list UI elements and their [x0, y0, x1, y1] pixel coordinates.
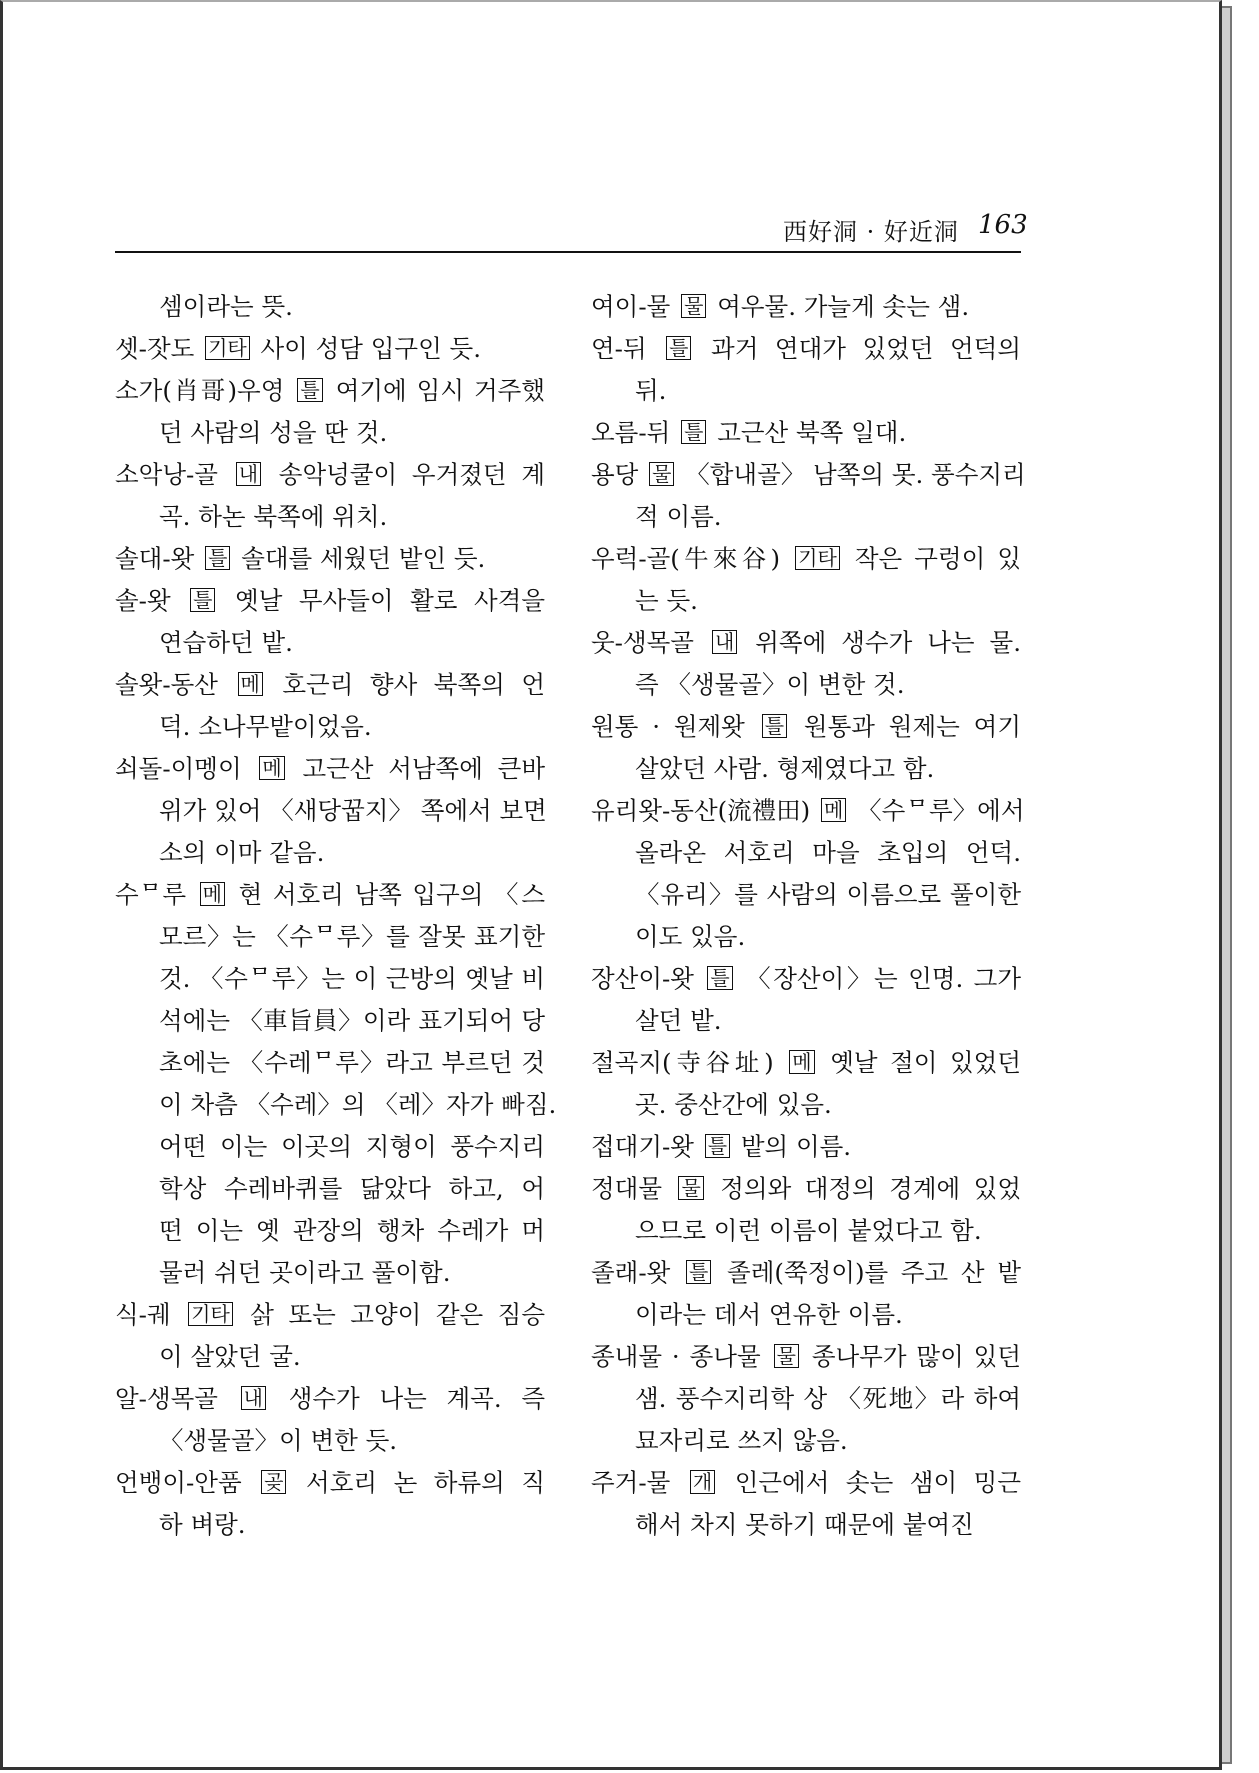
- dictionary-entry: [591, 622, 1021, 706]
- entry-text-line: 것. 〈수ᄆ루〉는 이 근방의 옛날 비: [159, 964, 545, 993]
- entry-headline: 솔왓-동산 메 호근리 향사 북쪽의 언: [115, 670, 546, 699]
- dictionary-entry: [115, 286, 545, 328]
- right-column: [591, 286, 1026, 1546]
- entry-headline: 연-뒤 틀 과거 연대가 있었던 언덕의: [591, 334, 1021, 363]
- dictionary-entry: [591, 1336, 1021, 1462]
- entry-headline: 소악낭-골 내 송악넝쿨이 우거졌던 계: [115, 460, 545, 489]
- category-tag: 내: [241, 1386, 266, 1410]
- category-tag: 틀: [190, 588, 215, 612]
- entry-text-line: 이 살았던 굴.: [159, 1342, 301, 1371]
- entry-text-line: 학상 수레바퀴를 닮았다 하고, 어: [159, 1174, 545, 1203]
- entry-headline: 수ᄆ루 메 현 서호리 남쪽 입구의 〈스: [115, 880, 546, 909]
- entry-headline: 언뱅이-안품 곶 서호리 논 하류의 직: [115, 1468, 545, 1497]
- dictionary-entry: [115, 538, 545, 580]
- entry-headline: 소가(肖哥)우영 틀 여기에 임시 거주했: [115, 376, 545, 405]
- entry-text-line: 덕. 소나무밭이었음.: [159, 712, 372, 741]
- entry-text-line: 초에는 〈수레ᄆ루〉라고 부르던 것: [159, 1048, 545, 1077]
- dictionary-entry: [115, 748, 545, 874]
- entry-text-line: 묘자리로 쓰지 않음.: [635, 1426, 848, 1455]
- entry-text-line: 물러 쉬던 곳이라고 풀이함.: [159, 1258, 451, 1287]
- dictionary-entry: [591, 454, 1026, 538]
- category-tag: 메: [238, 672, 263, 696]
- category-tag: 메: [789, 1050, 814, 1074]
- category-tag: 개: [690, 1470, 715, 1494]
- entry-headline: 우럭-골(牛來谷) 기타 작은 구렁이 있: [591, 544, 1021, 573]
- entry-text-line: 이도 있음.: [635, 922, 746, 951]
- dictionary-entry: [591, 286, 1021, 328]
- dictionary-entry: [591, 706, 1021, 790]
- entry-text-line: 살던 밭.: [635, 1006, 722, 1035]
- entry-text-line: 샘. 풍수지리학 상 〈死地〉라 하여: [635, 1384, 1021, 1413]
- entry-headline: 원통 · 원제왓 틀 원통과 원제는 여기: [591, 712, 1021, 741]
- entry-text-line: 이라는 데서 연유한 이름.: [635, 1300, 903, 1329]
- category-tag: 기타: [188, 1302, 233, 1326]
- dictionary-entry: [591, 1252, 1021, 1336]
- category-tag: 기타: [795, 546, 840, 570]
- category-tag: 기타: [205, 336, 250, 360]
- category-tag: 틀: [681, 420, 706, 444]
- dictionary-entry: [591, 328, 1021, 412]
- page-number: 163: [978, 210, 1028, 240]
- entry-headline: 쇠돌-이멩이 메 고근산 서남쪽에 큰바: [115, 754, 545, 783]
- entry-headline: 솔대-왓 틀 솔대를 세웠던 밭인 듯.: [115, 544, 486, 573]
- dictionary-entry: [591, 1042, 1021, 1126]
- dictionary-entry: [591, 412, 1021, 454]
- entry-text-line: 해서 차지 못하기 때문에 붙여진: [635, 1510, 974, 1539]
- category-tag: 물: [649, 462, 674, 486]
- entry-headline: 유리왓-동산(流禮田) 메 〈수ᄆ루〉에서: [591, 796, 1025, 825]
- entry-text-line: 살았던 사람. 형제였다고 함.: [635, 754, 935, 783]
- category-tag: 틀: [297, 378, 322, 402]
- entry-headline: 식-궤 기타 삵 또는 고양이 같은 짐승: [115, 1300, 545, 1329]
- entry-text-line: 〈생물골〉이 변한 듯.: [159, 1426, 398, 1455]
- dictionary-entry: [115, 328, 545, 370]
- entry-text-line: 뒤.: [635, 376, 667, 405]
- dictionary-entry: [115, 454, 545, 538]
- category-tag: 틀: [666, 336, 691, 360]
- entry-headline: 주거-물 개 인근에서 솟는 샘이 밍근: [591, 1468, 1021, 1497]
- entry-headline: 정대물 물 정의와 대정의 경계에 있었: [591, 1174, 1021, 1203]
- category-tag: 내: [712, 630, 737, 654]
- running-head: 西好洞 · 好近洞: [783, 218, 959, 246]
- category-tag: 틀: [762, 714, 787, 738]
- category-tag: 메: [259, 756, 284, 780]
- dictionary-entry: [591, 1462, 1021, 1546]
- category-tag: 메: [200, 882, 225, 906]
- entry-headline: 알-생목골 내 생수가 나는 계곡. 즉: [115, 1384, 545, 1413]
- left-column: [115, 286, 557, 1546]
- dictionary-entry: [591, 958, 1021, 1042]
- dictionary-entry: [591, 790, 1025, 958]
- entry-headline: 졸래-왓 틀 졸레(쭉정이)를 주고 산 밭: [591, 1258, 1021, 1287]
- entry-headline: 오름-뒤 틀 고근산 북쪽 일대.: [591, 418, 907, 447]
- entry-headline: 셋-잣도 기타 사이 성담 입구인 듯.: [115, 334, 481, 363]
- category-tag: 메: [821, 798, 846, 822]
- entry-text-line: 모르〉는 〈수ᄆ루〉를 잘못 표기한: [159, 922, 545, 951]
- dictionary-entry: [115, 1378, 545, 1462]
- entry-text-line: 소의 이마 같음.: [159, 838, 325, 867]
- entry-text-line: 올라온 서호리 마을 초입의 언덕.: [635, 838, 1021, 867]
- entry-text-line: 〈유리〉를 사람의 이름으로 풀이한: [635, 880, 1021, 909]
- entry-text-line: 위가 있어 〈새당꿉지〉 쪽에서 보면: [159, 796, 547, 825]
- entry-text-line: 어떤 이는 이곳의 지형이 풍수지리: [159, 1132, 545, 1161]
- category-tag: 물: [681, 294, 706, 318]
- entry-headline: 종내물 · 종나물 물 종나무가 많이 있던: [591, 1342, 1021, 1371]
- dictionary-entry: [591, 1126, 1021, 1168]
- category-tag: 틀: [205, 546, 230, 570]
- entry-text-line: 으므로 이런 이름이 붙었다고 함.: [635, 1216, 982, 1245]
- entry-text-line: 곳. 중산간에 있음.: [635, 1090, 832, 1119]
- dictionary-entry: [115, 580, 545, 664]
- category-tag: 틀: [686, 1260, 711, 1284]
- entry-text-line: 곡. 하논 북쪽에 위치.: [159, 502, 388, 531]
- entry-text-line: 는 듯.: [635, 586, 698, 615]
- entry-headline: 절곡지(寺谷址) 메 옛날 절이 있었던: [591, 1048, 1021, 1077]
- entry-text-line: 던 사람의 성을 딴 것.: [159, 418, 388, 447]
- entry-headline: 장산이-왓 틀 〈장산이〉는 인명. 그가: [591, 964, 1021, 993]
- category-tag: 틀: [707, 966, 732, 990]
- entry-text-line: 연습하던 밭.: [159, 628, 293, 657]
- category-tag: 틀: [705, 1134, 730, 1158]
- dictionary-entry: [115, 1294, 545, 1378]
- dictionary-entry: [115, 370, 545, 454]
- dictionary-entry: [115, 874, 557, 1294]
- entry-headline: 웃-생목골 내 위쪽에 생수가 나는 물.: [591, 628, 1021, 657]
- entry-headline: 여이-물 물 여우물. 가늘게 솟는 샘.: [591, 292, 970, 321]
- category-tag: 곶: [261, 1470, 286, 1494]
- dictionary-entry: [115, 1462, 545, 1546]
- entry-text-line: 즉 〈생물골〉이 변한 것.: [635, 670, 905, 699]
- entry-text-line: 떤 이는 옛 관장의 행차 수레가 머: [159, 1216, 545, 1245]
- dictionary-entry: [591, 538, 1021, 622]
- entry-headline: 용당 물 〈합내골〉 남쪽의 못. 풍수지리: [591, 460, 1026, 489]
- category-tag: 내: [236, 462, 261, 486]
- dictionary-entry: [115, 664, 545, 748]
- entry-text-line: 석에는 〈車旨員〉이라 표기되어 당: [159, 1006, 545, 1035]
- entry-text-line: 하 벼랑.: [159, 1510, 246, 1539]
- entry-headline: 셈이라는 뜻.: [159, 292, 293, 321]
- category-tag: 물: [774, 1344, 799, 1368]
- category-tag: 물: [678, 1176, 703, 1200]
- entry-headline: 접대기-왓 틀 밭의 이름.: [591, 1132, 852, 1161]
- entry-text-line: 이 차츰 〈수레〉의 〈레〉자가 빠짐.: [159, 1090, 557, 1119]
- entry-text-line: 적 이름.: [635, 502, 722, 531]
- header-rule: [115, 251, 1021, 253]
- entry-headline: 솔-왓 틀 옛날 무사들이 활로 사격을: [115, 586, 545, 615]
- dictionary-entry: [591, 1168, 1021, 1252]
